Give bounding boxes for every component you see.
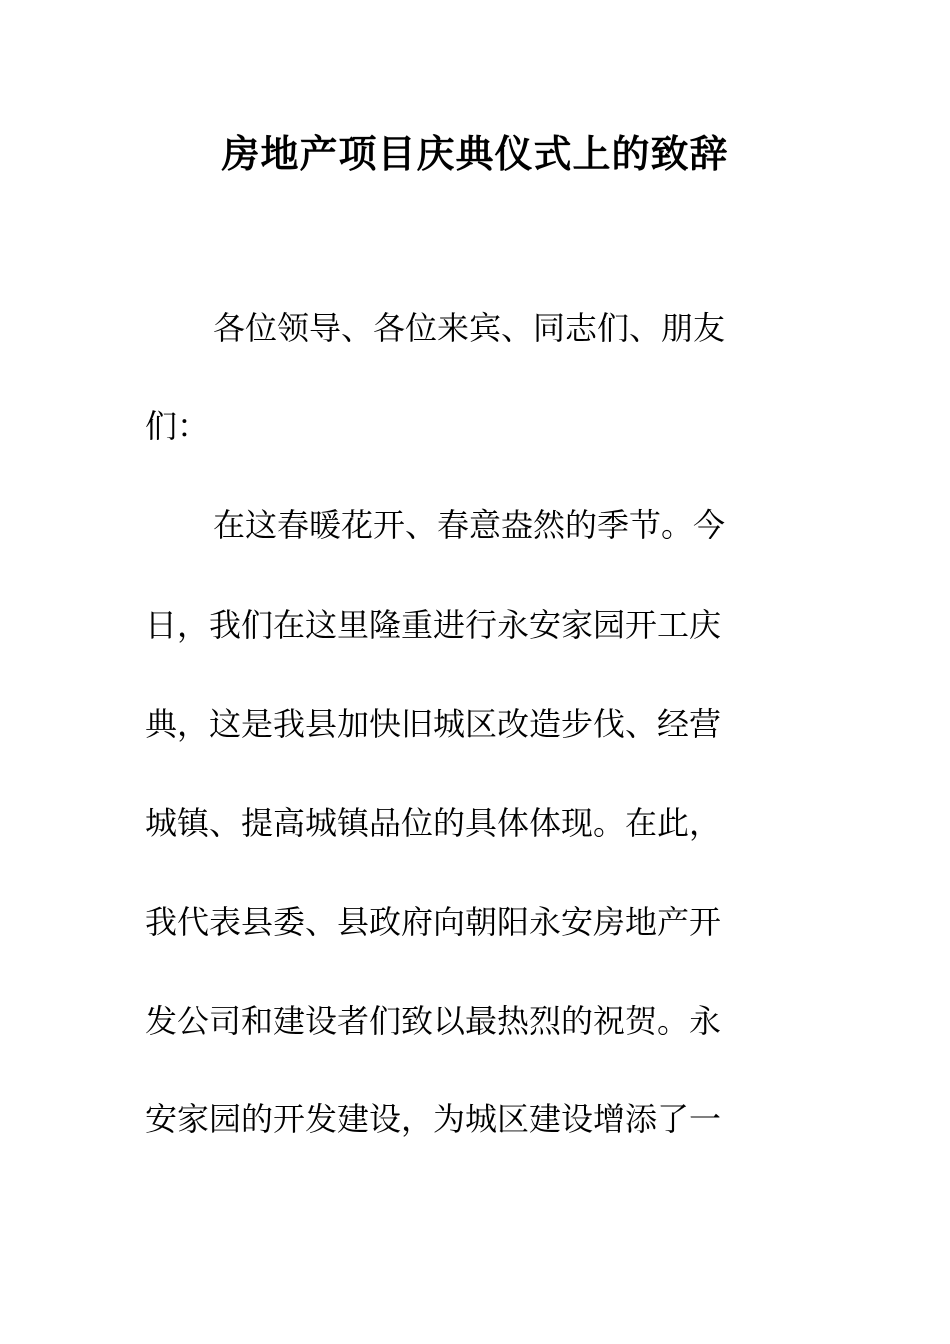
paragraph-line: 们： (145, 407, 210, 445)
paragraph-line: 典，这是我县加快旧城区改造步伐、经营 (145, 705, 722, 743)
paragraph-line: 发公司和建设者们致以最热烈的祝贺。永 (145, 1002, 722, 1040)
paragraph-line: 城镇、提高城镇品位的具体体现。在此， (145, 804, 722, 842)
paragraph-line: 各位领导、各位来宾、同志们、朋友 (213, 309, 726, 347)
paragraph-line: 在这春暖花开、春意盎然的季节。今 (213, 506, 726, 544)
paragraph-line: 安家园的开发建设，为城区建设增添了一 (145, 1100, 722, 1138)
document-title: 房地产项目庆典仪式上的致辞 (221, 131, 729, 176)
paragraph-line: 我代表县委、县政府向朝阳永安房地产开 (145, 903, 722, 941)
paragraph-line: 日，我们在这里隆重进行永安家园开工庆 (145, 606, 722, 644)
